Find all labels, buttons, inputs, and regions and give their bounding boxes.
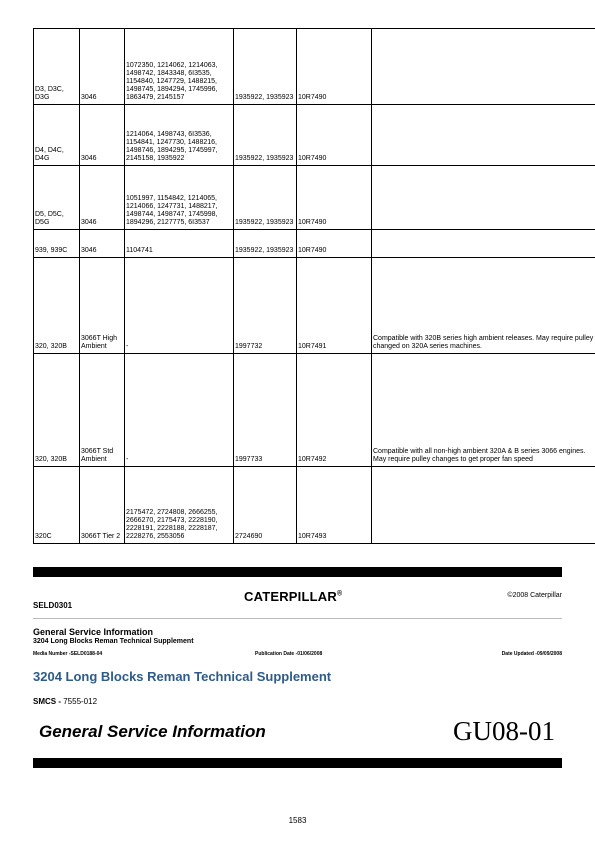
table-row (34, 467, 595, 544)
replaced-cell: 1935922, 1935923 (234, 105, 297, 166)
document-title: 3204 Long Blocks Reman Technical Supplement (33, 669, 332, 684)
large-section-heading: General Service Information (39, 722, 266, 741)
replaced-cell: 1997733 (234, 354, 297, 467)
notes-cell (372, 467, 595, 544)
bottom-divider-bar (33, 758, 562, 768)
parts-cell: 1104741 (125, 230, 234, 258)
engine-cell: 3046 (80, 230, 125, 258)
notes-cell (372, 166, 595, 230)
engine-cell: 3046 (80, 166, 125, 230)
notes-cell (372, 230, 595, 258)
replaced-cell: 1935922, 1935923 (234, 29, 297, 105)
table-row (34, 230, 595, 258)
model-cell: 320C (34, 467, 80, 544)
model-cell: 320, 320B (34, 258, 80, 354)
reman-cell: 10R7492 (297, 354, 372, 467)
document-code: GU08-01 (453, 716, 555, 746)
header-divider (33, 618, 562, 619)
copyright-text: ©2008 Caterpillar (507, 592, 562, 599)
parts-cell: 1072350, 1214062, 1214063, 1498742, 1843348, 6I3535, 1154840, 1247729, 1488215, 1498745, 1894294, 1745996, 1863479, 2145157 (125, 29, 234, 105)
replaced-cell: 1935922, 1935923 (234, 166, 297, 230)
reman-cell: 10R7490 (297, 29, 372, 105)
engine-cell: 3066T High Ambient (80, 258, 125, 354)
table-row (34, 105, 595, 166)
smcs-code: SMCS - 7555-012 (33, 697, 98, 706)
table-row (34, 29, 595, 105)
table-row (34, 166, 595, 230)
caterpillar-logo: CATERPILLAR® (244, 589, 343, 604)
replaced-cell: 2724690 (234, 467, 297, 544)
engine-cell: 3046 (80, 105, 125, 166)
table-row (34, 258, 595, 354)
notes-cell: Compatible with 320B series high ambient releases. May require pulley changed on 320A series machines. (372, 258, 595, 354)
reman-cell: 10R7490 (297, 230, 372, 258)
document-id: SELD0301 (33, 601, 73, 610)
section-title: General Service Information (33, 627, 154, 637)
reman-cell: 10R7490 (297, 105, 372, 166)
model-cell: D4, D4C, D4G (34, 105, 80, 166)
replaced-cell: 1997732 (234, 258, 297, 354)
top-divider-bar (33, 567, 562, 577)
page-number: 1583 (288, 816, 307, 825)
engine-cell: 3066T Std Ambient (80, 354, 125, 467)
engine-cell: 3046 (80, 29, 125, 105)
model-cell: D5, D5C, D5G (34, 166, 80, 230)
section-subtitle: 3204 Long Blocks Reman Technical Supplement (33, 638, 194, 645)
notes-cell (372, 29, 595, 105)
table-row (34, 354, 595, 467)
reman-cell: 10R7490 (297, 166, 372, 230)
parts-cell: - (125, 258, 234, 354)
reman-cell: 10R7493 (297, 467, 372, 544)
media-number: Media Number -SELD0188-04 (33, 651, 103, 657)
replaced-cell: 1935922, 1935923 (234, 230, 297, 258)
model-cell: D3, D3C, D3G (34, 29, 80, 105)
parts-cell: 1214064, 1498743, 6I3536, 1154841, 1247730, 1488216, 1498746, 1894295, 1745997, 2145158, 1935922 (125, 105, 234, 166)
date-updated: Date Updated -09/09/2008 (501, 651, 562, 657)
publication-date: Publication Date -01/06/2008 (255, 651, 323, 657)
model-cell: 939, 939C (34, 230, 80, 258)
engine-cell: 3066T Tier 2 (80, 467, 125, 544)
parts-cell: - (125, 354, 234, 467)
notes-cell (372, 105, 595, 166)
parts-cell: 2175472, 2724808, 2666255, 2666270, 2175473, 2228190, 2228191, 2228188, 2228187, 2228276, 2553056 (125, 467, 234, 544)
parts-table (33, 28, 595, 544)
notes-cell: Compatible with all non-high ambient 320A & B series 3066 engines. May require pulley changes to get proper fan speed (372, 354, 595, 467)
model-cell: 320, 320B (34, 354, 80, 467)
reman-cell: 10R7491 (297, 258, 372, 354)
parts-cell: 1051997, 1154842, 1214065, 1214066, 1247731, 1488217, 1498744, 1498747, 1745998, 1894296, 2127775, 6I3537 (125, 166, 234, 230)
